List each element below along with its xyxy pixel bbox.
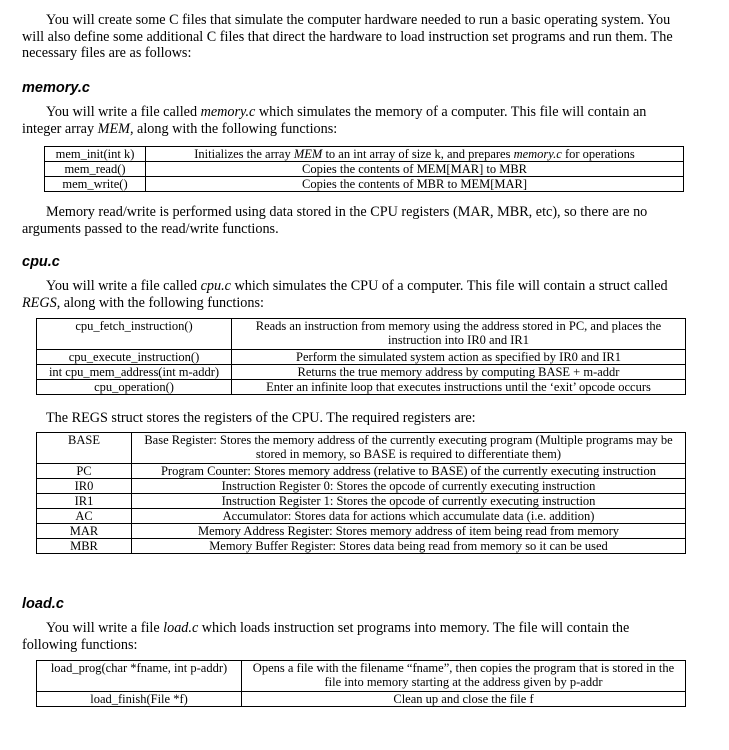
table-row (37, 350, 686, 365)
register-description: Instruction Register 0: Stores the opcode of currently executing instruction (132, 479, 686, 494)
table-row (37, 464, 686, 479)
function-name: mem_init(int k) (45, 147, 146, 162)
register-name: IR1 (37, 494, 132, 509)
table-row (37, 524, 686, 539)
table-row (37, 494, 686, 509)
register-description: Base Register: Stores the memory address of the currently executing program (Multiple programs may be stored in memory, so BASE is required to differentiate them) (132, 433, 686, 464)
table-row (45, 177, 684, 192)
function-name: int cpu_mem_address(int m-addr) (37, 365, 232, 380)
register-name: AC (37, 509, 132, 524)
function-name: mem_write() (45, 177, 146, 192)
register-name: IR0 (37, 479, 132, 494)
memory-intro (22, 104, 682, 137)
registers-table (36, 432, 686, 554)
memory-file-name: memory.c (200, 104, 256, 120)
table-row (37, 692, 686, 707)
memory-functions-table (44, 146, 684, 192)
function-name: mem_read() (45, 162, 146, 177)
load-heading: load.c (22, 596, 64, 612)
table-row (37, 539, 686, 554)
cpu-file-name: cpu.c (200, 278, 231, 294)
load-intro (22, 620, 682, 653)
function-name: cpu_execute_instruction() (37, 350, 232, 365)
function-description: Clean up and close the file f (242, 692, 686, 707)
cpu-functions-table (36, 318, 686, 395)
function-description: Reads an instruction from memory using the address stored in PC, and places the instruction into IR0 and IR1 (232, 319, 686, 350)
table-row (37, 365, 686, 380)
register-description: Accumulator: Stores data for actions which accumulate data (i.e. addition) (132, 509, 686, 524)
table-row (37, 479, 686, 494)
function-description: Initializes the array MEM to an int array of size k, and prepares memory.c for operations (146, 147, 684, 162)
cpu-heading: cpu.c (22, 254, 60, 270)
cpu-intro-text-3: , along with the following functions: (56, 294, 264, 311)
table-row (37, 661, 686, 692)
table-row (37, 380, 686, 395)
cpu-intro (22, 278, 702, 311)
memory-intro-text-2: which simulates the memory of a computer. This file will contain an integer array (22, 104, 647, 137)
memory-array-name: MEM (97, 120, 130, 137)
register-description: Program Counter: Stores memory address (relative to BASE) of the currently executing instruction (132, 464, 686, 479)
memory-note: Memory read/write is performed using data stored in the CPU registers (MAR, MBR, etc), so there are no arguments passed to the read/write functions. (22, 204, 648, 237)
function-name: cpu_fetch_instruction() (37, 319, 232, 350)
function-name: cpu_operation() (37, 380, 232, 395)
function-description: Enter an infinite loop that executes instructions until the ‘exit’ opcode occurs (232, 380, 686, 395)
function-description: Perform the simulated system action as specified by IR0 and IR1 (232, 350, 686, 365)
table-row (45, 147, 684, 162)
memory-intro-text: You will write a file called (46, 104, 201, 120)
load-intro-text-2: which loads instruction set programs into memory. The file will contain the following functions: (22, 620, 630, 653)
memory-heading: memory.c (22, 80, 90, 96)
regs-intro: The REGS struct stores the registers of the CPU. The required registers are: (46, 410, 476, 426)
table-row (37, 319, 686, 350)
register-description: Instruction Register 1: Stores the opcode of currently executing instruction (132, 494, 686, 509)
memory-intro-text-3: , along with the following functions: (129, 120, 338, 137)
register-name: PC (37, 464, 132, 479)
cpu-intro-text: You will write a file called (46, 278, 201, 294)
load-intro-text: You will write a file (46, 620, 164, 636)
function-name: load_prog(char *fname, int p-addr) (37, 661, 242, 692)
function-description: Returns the true memory address by computing BASE + m-addr (232, 365, 686, 380)
load-functions-table (36, 660, 686, 707)
function-name: load_finish(File *f) (37, 692, 242, 707)
register-description: Memory Address Register: Stores memory address of item being read from memory (132, 524, 686, 539)
function-description: Copies the contents of MBR to MEM[MAR] (146, 177, 684, 192)
load-file-name: load.c (163, 620, 199, 636)
register-name: MAR (37, 524, 132, 539)
register-name: MBR (37, 539, 132, 554)
cpu-intro-text-2: which simulates the CPU of a computer. This file will contain a struct called (230, 278, 668, 294)
function-description: Copies the contents of MEM[MAR] to MBR (146, 162, 684, 177)
table-row (37, 509, 686, 524)
register-description: Memory Buffer Register: Stores data being read from memory so it can be used (132, 539, 686, 554)
table-row (45, 162, 684, 177)
intro-paragraph: You will create some C files that simulate the computer hardware needed to run a basic operating system. You will also define some additional C files that direct the hardware to load instruction set programs and run them. The necessary files are as follows: (22, 12, 673, 61)
register-name: BASE (37, 433, 132, 464)
table-row (37, 433, 686, 464)
function-description: Opens a file with the filename “fname”, then copies the program that is stored in the file into memory starting at the address given by p-addr (242, 661, 686, 692)
cpu-struct-name: REGS (22, 294, 57, 311)
